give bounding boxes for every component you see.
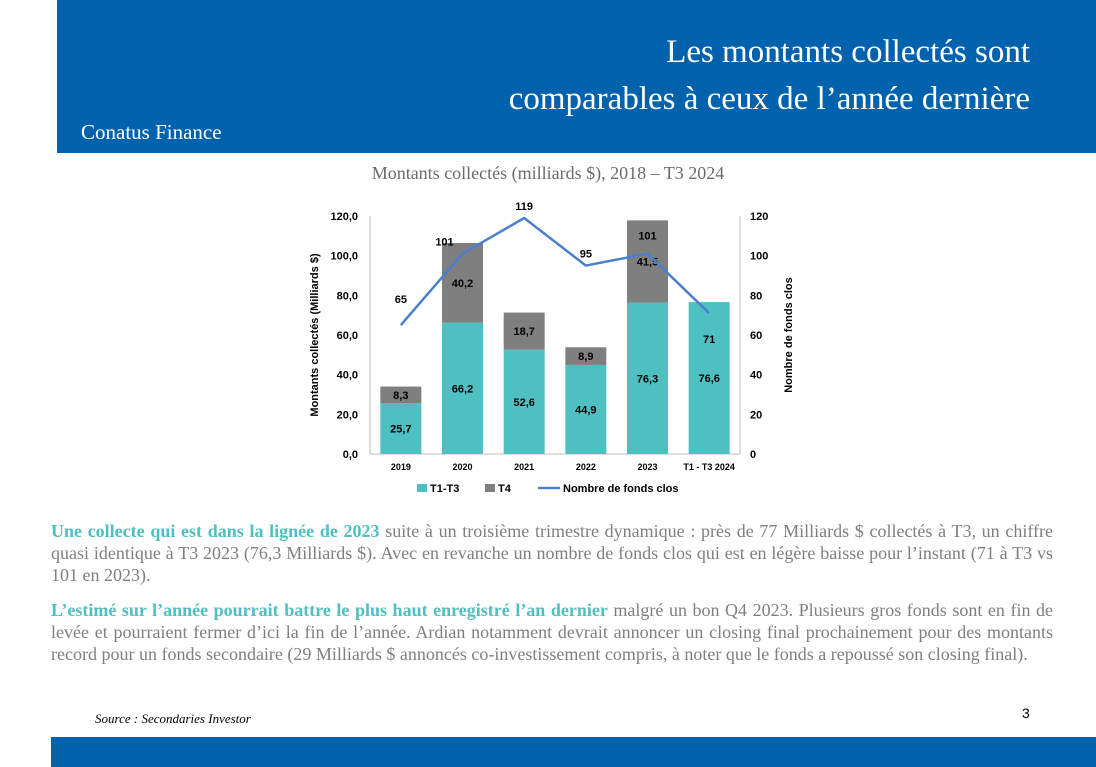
x-tick-label: 2019 [390, 462, 411, 472]
paragraph-2 [51, 599, 1053, 665]
slide-title-line2: comparables à ceux de l’année dernière [508, 81, 1030, 117]
bar-t4-label: 18,7 [513, 326, 535, 339]
line-point-label: 65 [394, 294, 407, 307]
paragraph-1-text: suite à un troisième trimestre dynamique : près de 77 Milliards $ collectés à T3, un chiffre quasi identique à T3 2023 (76,3 Milliards $). Avec en revanche un nombre de fonds clos qui est en légère baisse pour l’instant (71 à T3 vs 101 en 2023). [51, 521, 1053, 585]
bar-t1t3-label: 25,7 [390, 423, 412, 436]
y2-tick-label: 80 [750, 290, 763, 303]
legend-swatch-t1t3 [417, 484, 427, 492]
bar-t4-label: 41,5 [636, 256, 659, 269]
legend-label-line: Nombre de fonds clos [563, 483, 679, 495]
line-point-label: 101 [435, 236, 454, 249]
paragraph-1 [51, 520, 1053, 586]
slide-title-line1: Les montants collectés sont [666, 34, 1030, 70]
x-tick-label: T1 - T3 2024 [683, 462, 735, 472]
y-tick-label: 0,0 [342, 449, 358, 461]
bar-t1t3-label: 52,6 [513, 396, 535, 409]
chart-title: Montants collectés (milliards $), 2018 – T3 2024 [371, 163, 725, 183]
x-tick-label: 2022 [575, 462, 596, 472]
source-note: Source : Secondaries Investor [95, 711, 251, 726]
bar-t4-label: 40,2 [451, 277, 474, 290]
x-tick-label: 2021 [514, 462, 535, 472]
y-tick-label: 80,0 [336, 290, 358, 303]
line-point-label: 119 [515, 200, 534, 213]
bar-t1t3-label: 76,6 [698, 373, 720, 386]
x-tick-label: 2020 [452, 462, 473, 472]
bar-t1t3-label: 66,2 [451, 383, 474, 396]
y2-axis-title: Nombre de fonds clos [783, 277, 795, 393]
slide-title [509, 29, 1030, 123]
y-tick-label: 60,0 [336, 330, 358, 342]
line-point-label: 95 [579, 248, 592, 261]
y2-tick-label: 120 [750, 211, 769, 223]
paragraph-2-lead: L’estimé sur l’année pourrait battre le plus haut enregistré l’an dernier [51, 600, 608, 620]
brand-name: Conatus Finance [81, 120, 222, 144]
bar-t1t3-label: 76,3 [636, 373, 659, 386]
y-tick-label: 100,0 [330, 250, 358, 263]
y-tick-label: 20,0 [336, 409, 358, 422]
y2-tick-label: 100 [750, 250, 769, 263]
y2-tick-label: 60 [750, 330, 763, 342]
footer-banner [51, 737, 1096, 767]
paragraph-1-lead: Une collecte qui est dans la lignée de 2023 [51, 521, 380, 541]
y-tick-label: 120,0 [330, 211, 358, 223]
y-tick-label: 40,0 [336, 369, 358, 382]
legend-label-t1t3: T1-T3 [430, 483, 460, 495]
bar-t4-label: 8,9 [578, 351, 594, 364]
paragraph-2-text: malgré un bon Q4 2023. Plusieurs gros fonds sont en fin de levée et pourraient fermer d’ici la fin de l’année. Ardian notamment devrait annoncer un closing final prochainement pour des montants record pour un fonds secondaire (29 Milliards $ annoncés co-investissement compris, à noter que le fonds a repoussé son closing final). [51, 600, 1053, 664]
header-banner [57, 0, 1096, 153]
y-axis-title: Montants collectés (Milliards $) [309, 253, 321, 417]
bar-t1t3-label: 44,9 [575, 404, 597, 417]
y2-tick-label: 40 [750, 369, 763, 382]
legend-swatch-t4 [485, 484, 495, 492]
bar-line-chart [300, 198, 800, 503]
bar-t4-label: 8,3 [393, 389, 409, 402]
y2-tick-label: 20 [750, 409, 763, 422]
y2-tick-label: 0 [750, 449, 757, 461]
legend-label-t4: T4 [498, 483, 511, 495]
line-point-label: 101 [638, 230, 657, 243]
line-point-label: 71 [703, 334, 716, 347]
x-tick-label: 2023 [637, 462, 658, 472]
page-number: 3 [1022, 705, 1030, 721]
